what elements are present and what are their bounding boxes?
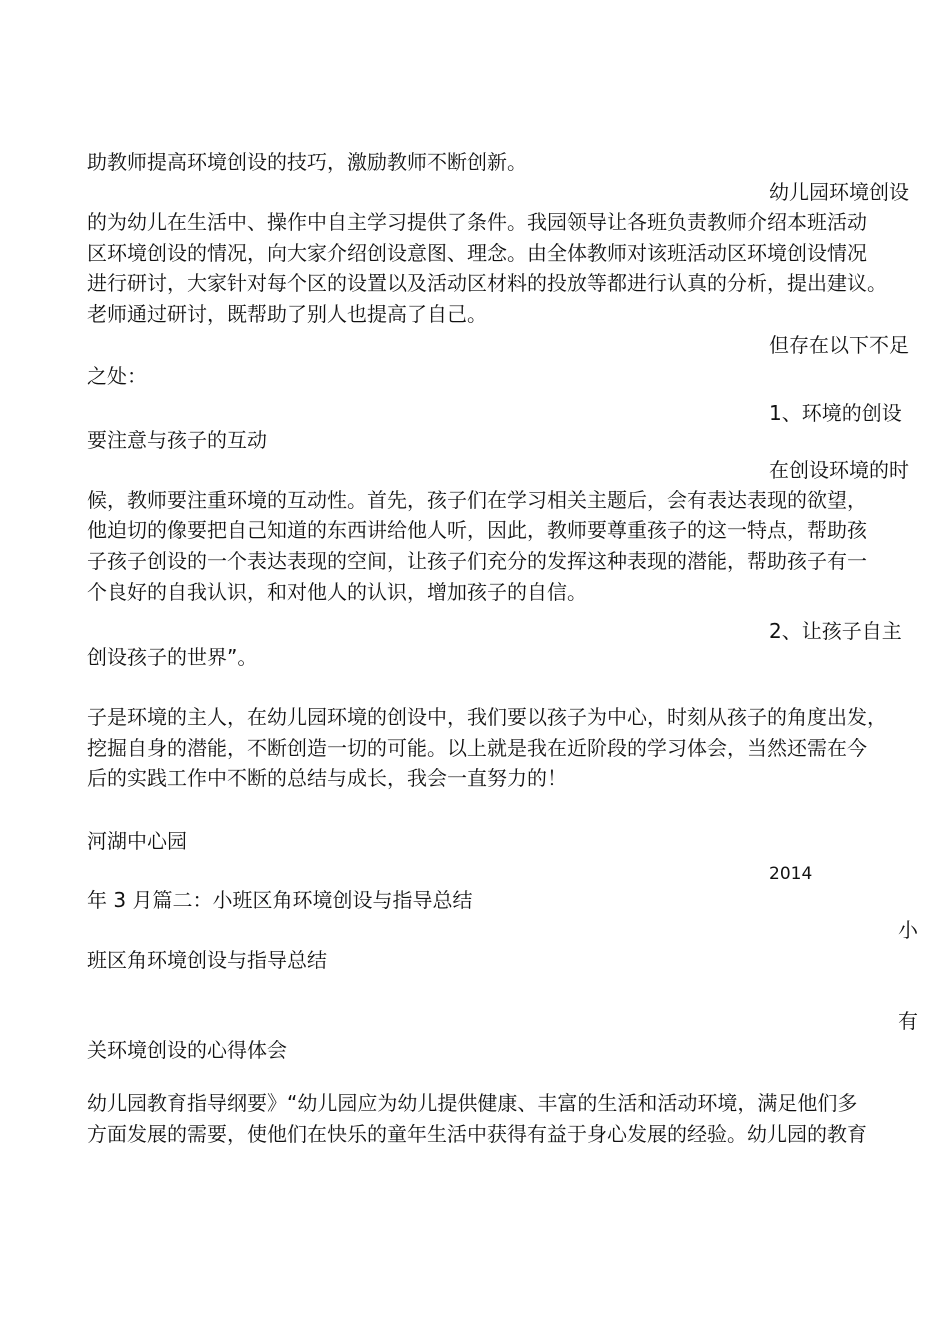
text-line: 助教师提高环境创设的技巧，激励教师不断创新。 xyxy=(87,150,527,174)
text-line: 班区角环境创设与指导总结 xyxy=(87,948,327,972)
text-line: 小 xyxy=(898,918,918,942)
text-line: 区环境创设的情况，向大家介绍创设意图、理念。由全体教师对该班活动区环境创设情况 xyxy=(87,241,867,265)
text-line: 关环境创设的心得体会 xyxy=(87,1038,287,1062)
text-line: 进行研讨，大家针对每个区的设置以及活动区材料的投放等都进行认真的分析，提出建议。 xyxy=(87,271,887,295)
text-line: 他迫切的像要把自己知道的东西讲给他人听，因此，教师要尊重孩子的这一特点，帮助孩 xyxy=(87,518,867,542)
text-line: 挖掘自身的潜能，不断创造一切的可能。以上就是我在近阶段的学习体会，当然还需在今 xyxy=(87,736,867,760)
text-line: 老师通过研讨，既帮助了别人也提高了自己。 xyxy=(87,302,487,326)
text-line: 方面发展的需要，使他们在快乐的童年生活中获得有益于身心发展的经验。幼儿园的教育 xyxy=(87,1122,867,1146)
text-line: 有 xyxy=(898,1009,918,1033)
text-line: 2014 xyxy=(769,864,813,884)
text-line: 个良好的自我认识，和对他人的认识，增加孩子的自信。 xyxy=(87,580,587,604)
text-line: 的为幼儿在生活中、操作中自主学习提供了条件。我园领导让各班负责教师介绍本班活动 xyxy=(87,210,867,234)
text-line: 之处： xyxy=(87,364,147,388)
text-line: 后的实践工作中不断的总结与成长，我会一直努力的！ xyxy=(87,766,567,790)
text-line: 在创设环境的时 xyxy=(769,458,909,482)
text-line: 子孩子创设的一个表达表现的空间，让孩子们充分的发挥这种表现的潜能，帮助孩子有一 xyxy=(87,549,867,573)
text-line: 但存在以下不足 xyxy=(769,333,909,357)
text-line: 创设孩子的世界”。 xyxy=(87,645,258,669)
text-line: 河湖中心园 xyxy=(87,829,187,853)
text-line: 子是环境的主人，在幼儿园环境的创设中，我们要以孩子为中心，时刻从孩子的角度出发， xyxy=(87,705,887,729)
text-line: 年 3 月篇二：小班区角环境创设与指导总结 xyxy=(87,888,473,912)
text-line: 要注意与孩子的互动 xyxy=(87,428,267,452)
text-line: 候，教师要注重环境的互动性。首先，孩子们在学习相关主题后，会有表达表现的欲望， xyxy=(87,488,867,512)
text-line: 幼儿园环境创设 xyxy=(769,180,909,204)
text-line: 1、环境的创设 xyxy=(769,401,902,425)
text-line: 2、让孩子自主 xyxy=(769,619,902,643)
text-line: 幼儿园教育指导纲要》“幼儿园应为幼儿提供健康、丰富的生活和活动环境，满足他们多 xyxy=(87,1091,858,1115)
